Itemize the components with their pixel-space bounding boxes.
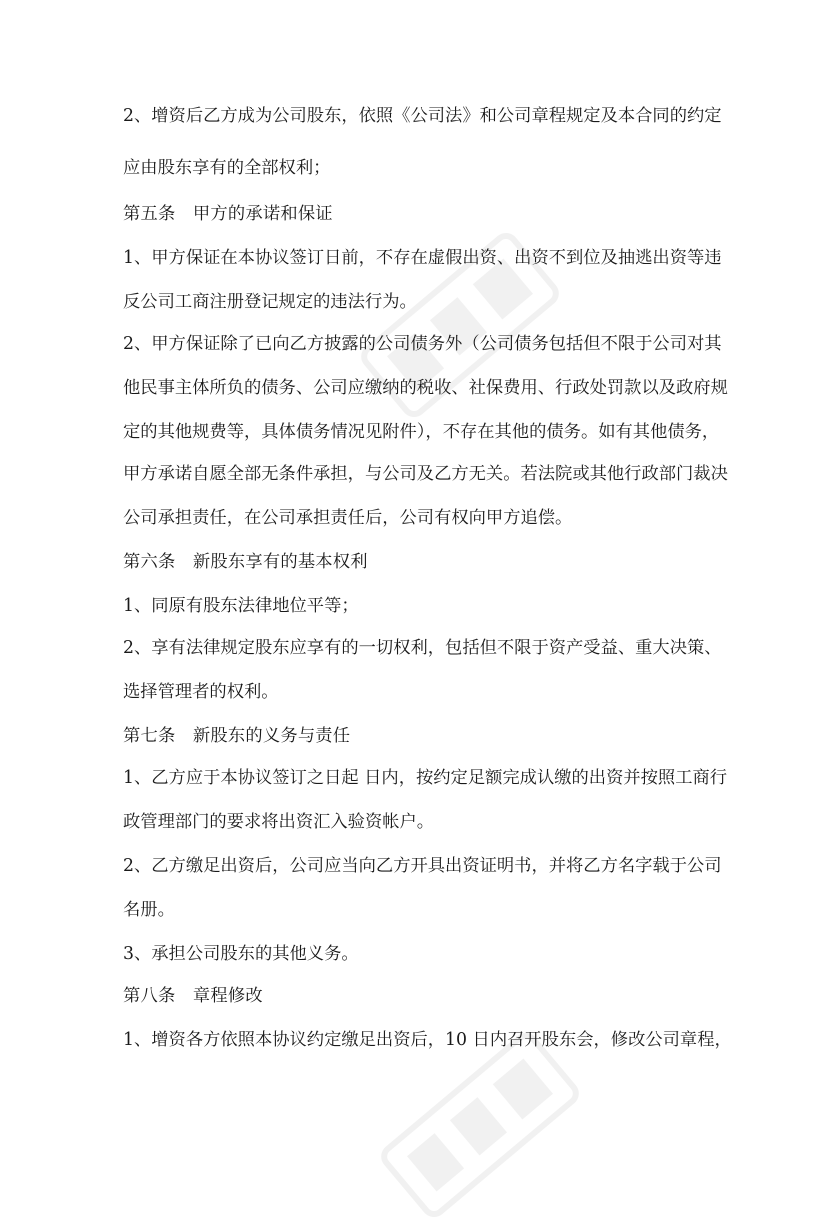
article-heading: 第八条 章程修改 (123, 986, 263, 1006)
paragraph-line: 应由股东享有的全部权利； (123, 158, 331, 178)
paragraph-line: 2、增资后乙方成为公司股东，依照《公司法》和公司章程规定及本合同的约定 (123, 106, 722, 126)
paragraph-line: 1、增资各方依照本协议约定缴足出资后，10 日内召开股东会，修改公司章程， (123, 1030, 732, 1050)
paragraph-line: 2、享有法律规定股东应享有的一切权利，包括但不限于资产受益、重大决策、 (123, 638, 722, 658)
watermark-icon (374, 1026, 585, 1224)
paragraph-line: 定的其他规费等，具体债务情况见附件），不存在其他的债务。如有其他债务， (123, 422, 720, 442)
paragraph-line: 3、承担公司股东的其他义务。 (123, 944, 359, 964)
paragraph-line: 1、乙方应于本协议签订之日起 日内，按约定足额完成认缴的出资并按照工商行 (123, 768, 728, 788)
paragraph-line: 1、甲方保证在本协议签订日前，不存在虚假出资、出资不到位及抽逃出资等违 (123, 248, 722, 268)
article-heading: 第七条 新股东的义务与责任 (123, 726, 351, 746)
paragraph-line: 名册。 (123, 900, 175, 920)
paragraph-line: 甲方承诺自愿全部无条件承担，与公司及乙方无关。若法院或其他行政部门裁决 (123, 464, 728, 484)
paragraph-line: 公司承担责任，在公司承担责任后，公司有权向甲方追偿。 (123, 508, 573, 528)
paragraph-line: 2、甲方保证除了已向乙方披露的公司债务外（公司债务包括但不限于公司对其 (123, 334, 722, 354)
paragraph-line: 1、同原有股东法律地位平等； (123, 596, 359, 616)
paragraph-line: 选择管理者的权利。 (123, 682, 279, 702)
paragraph-line: 他民事主体所负的债务、公司应缴纳的税收、社保费用、行政处罚款以及政府规 (123, 378, 728, 398)
article-heading: 第五条 甲方的承诺和保证 (123, 204, 333, 224)
paragraph-line: 反公司工商注册登记规定的违法行为。 (123, 292, 417, 312)
article-heading: 第六条 新股东享有的基本权利 (123, 552, 368, 572)
paragraph-line: 2、乙方缴足出资后，公司应当向乙方开具出资证明书，并将乙方名字载于公司 (123, 856, 722, 876)
paragraph-line: 政管理部门的要求将出资汇入验资帐户。 (123, 812, 435, 832)
